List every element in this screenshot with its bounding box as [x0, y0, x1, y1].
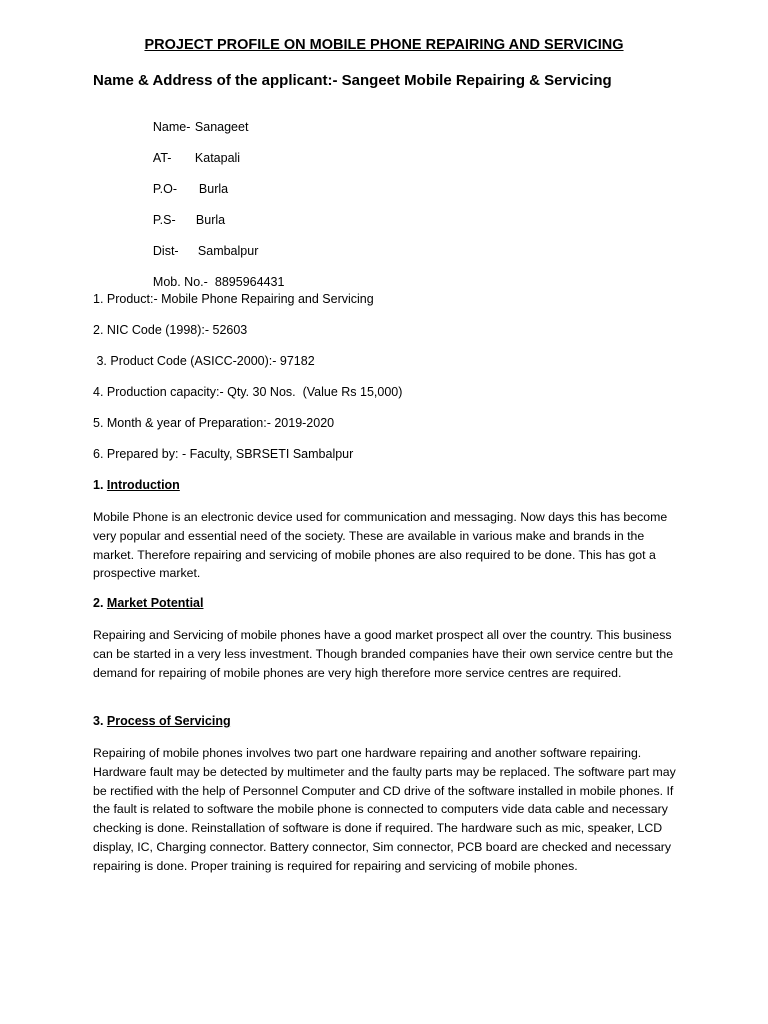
address-value: Burla	[198, 182, 229, 196]
address-value: 8895964431	[214, 275, 285, 289]
detail-prepared-by: 6. Prepared by: - Faculty, SBRSETI Sambalpur	[93, 447, 354, 461]
detail-preparation-date: 5. Month & year of Preparation:- 2019-2020	[93, 416, 335, 430]
address-label: AT-	[152, 151, 172, 165]
section-heading-process-of-servicing	[93, 714, 231, 728]
address-label: P.O-	[152, 182, 177, 196]
section-heading-introduction	[93, 478, 180, 492]
applicant-heading: Name & Address of the applicant:- Sangeet Mobile Repairing & Servicing	[93, 72, 612, 89]
detail-production-capacity: 4. Production capacity:- Qty. 30 Nos. (Value Rs 15,000)	[93, 385, 403, 399]
section-heading-market-potential	[93, 596, 203, 610]
detail-product-code: 3. Product Code (ASICC-2000):- 97182	[93, 354, 315, 368]
section-title: Introduction	[106, 478, 180, 492]
section-title: Process of Servicing	[106, 714, 231, 728]
address-label: Mob. No.-	[152, 275, 208, 289]
section-number: 2.	[93, 596, 104, 610]
section-body-introduction: Mobile Phone is an electronic device used for communication and messaging. Now days this has become very popular and essential need of the society. These are available in various make and brands in the market. Therefore repairing and servicing of mobile phones are also required to be done. This has got a prospective market.	[93, 510, 668, 581]
address-value: Burla	[195, 213, 226, 227]
section-number: 3.	[93, 714, 104, 728]
document-title: PROJECT PROFILE ON MOBILE PHONE REPAIRING AND SERVICING	[144, 37, 624, 53]
address-value: Katapali	[194, 151, 241, 165]
address-label: Name-	[152, 120, 191, 134]
section-number: 1.	[93, 478, 104, 492]
section-body-process-of-servicing: Repairing of mobile phones involves two part one hardware repairing and another software repairing. Hardware fault may be detected by multimeter and the faulty parts may be replaced. The software part may be rectified with the help of Personnel Computer and CD drive of the software installed in mobile phones. If the fault is related to software the mobile phone is connected to computers vide data cable and necessary checking is done. Reinstallation of software is done if required. The hardware such as mic, speaker, LCD display, IC, Charging connector. Battery connector, Sim connector, PCB board are checked and necessary repairing is done. Proper training is required for repairing and servicing of mobile phones.	[93, 746, 676, 873]
address-value: Sanageet	[194, 120, 249, 134]
detail-nic-code: 2. NIC Code (1998):- 52603	[93, 323, 248, 337]
address-label: P.S-	[152, 213, 176, 227]
address-label: Dist-	[152, 244, 179, 258]
detail-product: 1. Product:- Mobile Phone Repairing and Servicing	[93, 292, 374, 306]
address-value: Sambalpur	[197, 244, 259, 258]
section-title: Market Potential	[106, 596, 204, 610]
section-body-market-potential: Repairing and Servicing of mobile phones have a good market prospect all over the country. This business can be started in a very less investment. Though branded companies have their own service centre but the demand for repairing of mobile phones are very high therefore more service centres are required.	[93, 628, 674, 680]
